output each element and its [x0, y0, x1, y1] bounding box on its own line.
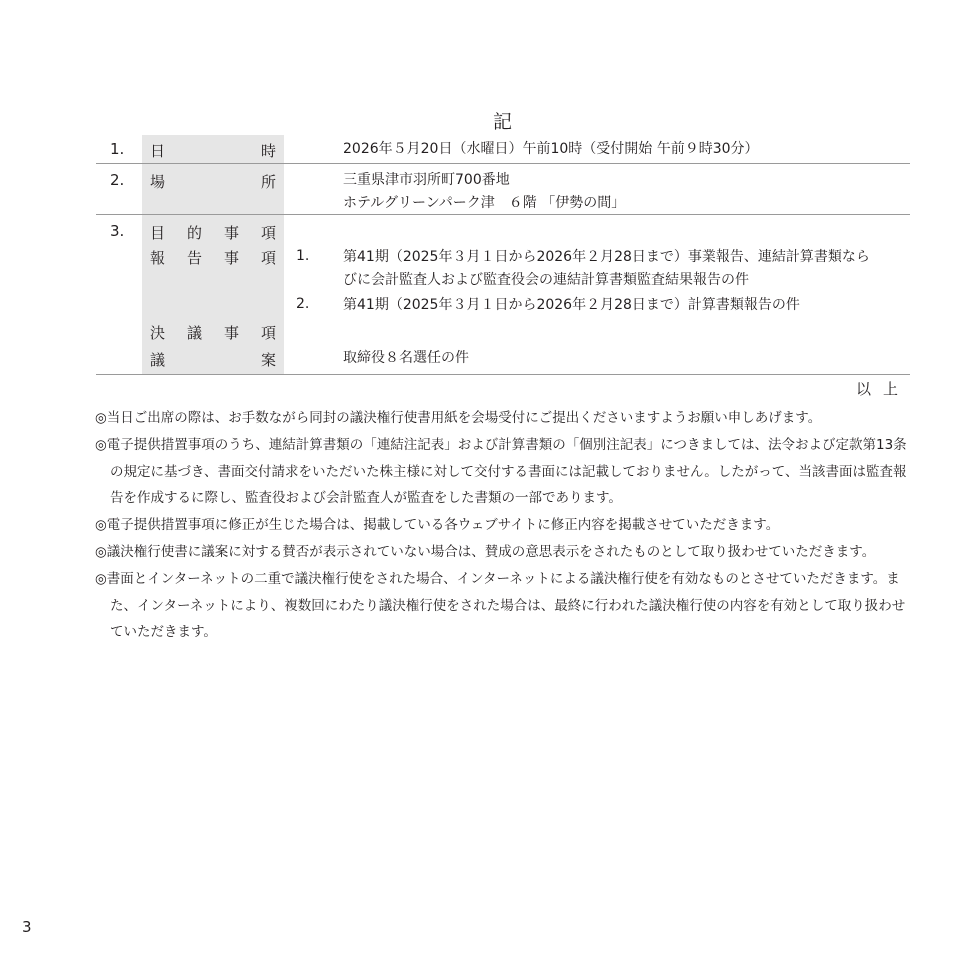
datetime-value: 2026年５月20日（水曜日）午前10時（受付開始 午前９時30分）: [343, 141, 759, 157]
page-number: 3: [22, 918, 32, 936]
agenda-row-purpose: [96, 215, 910, 375]
item-label-place: 場所: [150, 173, 276, 191]
item-number: 3.: [110, 222, 125, 240]
report-number-2: 2.: [296, 296, 310, 312]
report-1-line-2: びに会計監査人および監査役会の連結計算書類監査結果報告の件: [343, 272, 749, 288]
report-1-line-1: 第41期（2025年３月１日から2026年２月28日まで）事業報告、連結計算書類なら: [343, 249, 870, 265]
section-heading: 記: [492, 111, 512, 133]
item-number: 1.: [110, 140, 125, 158]
notes-list: [95, 405, 912, 646]
note-item: ◎電子提供措置事項に修正が生じた場合は、掲載している各ウェブサイトに修正内容を掲載させていただきます。: [95, 517, 780, 534]
item-label-report: 報告事項: [150, 249, 276, 267]
report-2-line-1: 第41期（2025年３月１日から2026年２月28日まで）計算書類報告の件: [343, 297, 800, 313]
item-label-datetime: 日時: [150, 142, 276, 160]
item-number: 2.: [110, 171, 125, 189]
item-label-proposal: 議案: [150, 351, 276, 369]
closing-mark: 以上: [855, 380, 910, 398]
note-item: ◎当日ご出席の際は、お手数ながら同封の議決権行使書用紙を会場受付にご提出くださいますようお願い申しあげます。: [95, 410, 822, 426]
agenda-row-datetime: [96, 135, 910, 164]
place-line-1: 三重県津市羽所町700番地: [343, 172, 510, 188]
note-item: ◎議決権行使書に議案に対する賛否が表示されていない場合は、賛成の意思表示をされたものとして取り扱わせていただきます。: [95, 543, 876, 560]
agenda-row-place: [96, 164, 910, 215]
place-line-2: ホテルグリーンパーク津 ６階 「伊勢の間」: [343, 195, 626, 211]
agenda-table: [96, 135, 910, 375]
item-label-resolution: 決議事項: [150, 324, 276, 342]
proposal-value: 取締役８名選任の件: [343, 350, 469, 366]
note-item: ◎電子提供措置事項のうち、連結計算書類の「連結注記表」および計算書類の「個別注記表」につきましては、法令および定款第13条の規定に基づき、書面交付請求をいただいた株主様に対して交付する書面には記載しておりません。したがって、当該書面は監査報告を作成するに際し、監査役および会計監査人が監査をした書類の一部であります。: [95, 436, 907, 507]
note-item: ◎書面とインターネットの二重で議決権行使をされた場合、インターネットによる議決権行使を有効なものとさせていただきます。また、インターネットにより、複数回にわたり議決権行使をされた場合は、最終に行われた議決権行使の内容を有効として取り扱わせていただきます。: [95, 570, 906, 641]
report-number-1: 1.: [296, 248, 310, 264]
item-label-purpose: 目的事項: [150, 224, 276, 242]
